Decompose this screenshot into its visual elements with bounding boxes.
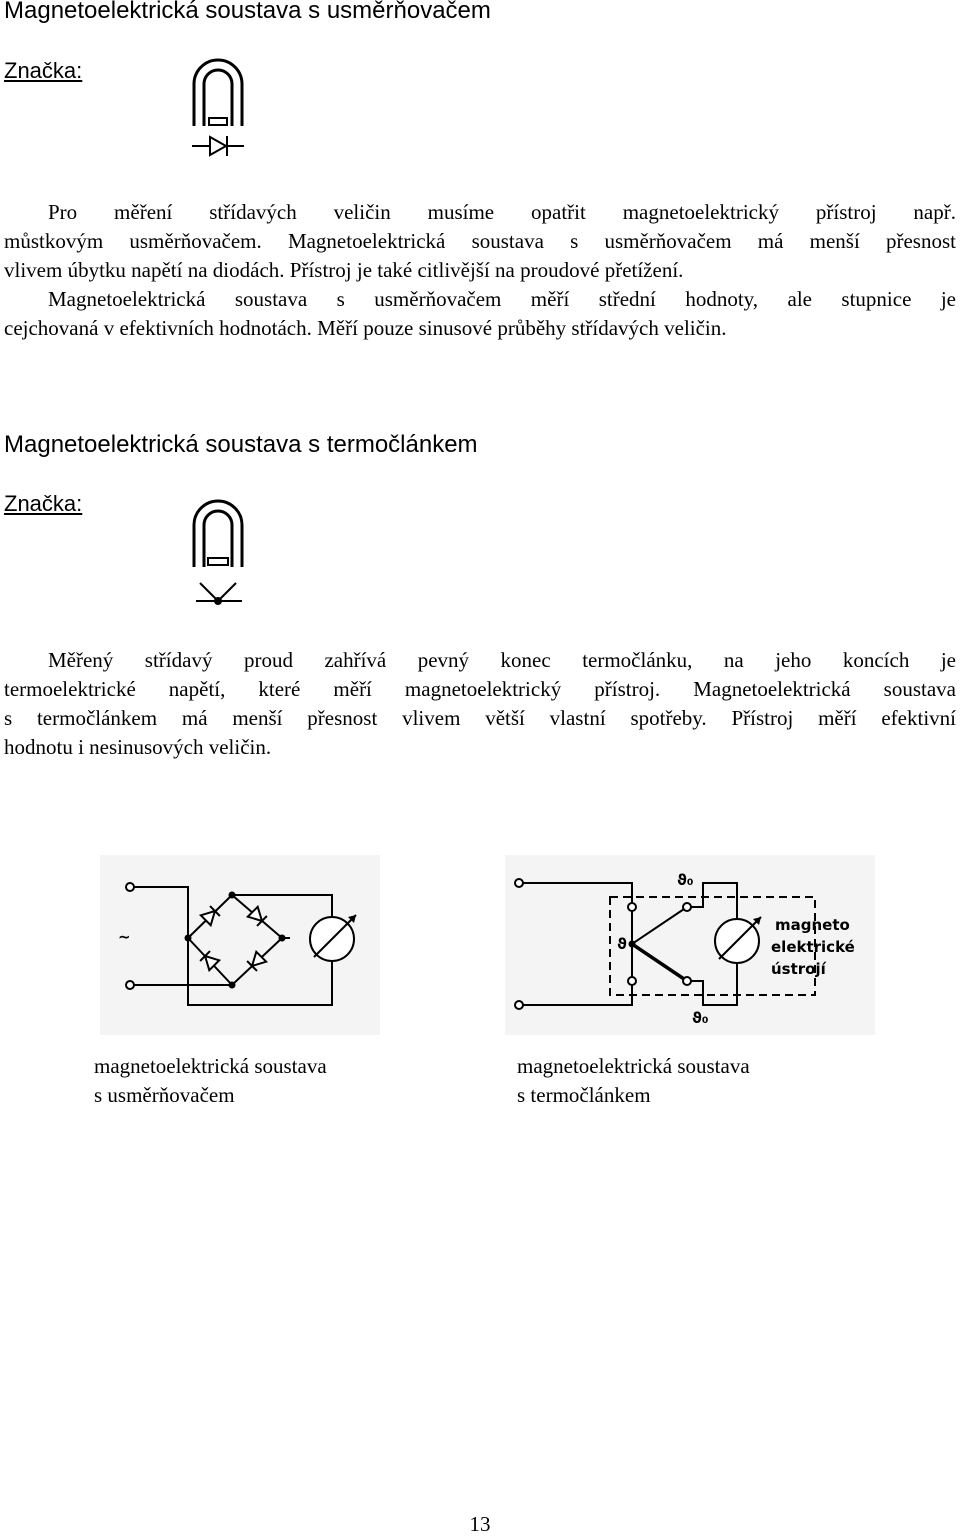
- ac-source-symbol: ~: [118, 928, 131, 946]
- thermocouple-circuit-diagram: [505, 855, 875, 1035]
- temperature-label-bottom: ϑ₀: [692, 1009, 709, 1027]
- paragraph-line: můstkovým usměrňovačem. Magnetoelektrická soustava s usměrňovačem má menší přesnost: [4, 229, 956, 253]
- paragraph-line: vlivem úbytku napětí na diodách. Přístroj je také citlivější na proudové přetížení.: [4, 258, 684, 282]
- paragraph-line: Magnetoelektrická soustava s usměrňovačem měří střední hodnoty, ale stupnice je: [48, 287, 956, 311]
- section-heading-rectifier: Magnetoelektrická soustava s usměrňovačem: [4, 0, 491, 24]
- temperature-label-junction: ϑ: [617, 935, 627, 953]
- temperature-label-top: ϑ₀: [677, 871, 694, 889]
- paragraph-line: s termočlánkem má menší přesnost vlivem větší vlastní spotřeby. Přístroj měří efektivní: [4, 706, 956, 730]
- caption-line: magnetoelektrická soustava: [517, 1054, 750, 1078]
- device-label-line: ústrojí: [771, 960, 826, 978]
- paragraph-line: termoelektrické napětí, které měří magnetoelektrický přístroj. Magnetoelektrická soustava: [4, 677, 956, 701]
- symbol-label: Značka:: [4, 491, 83, 516]
- caption-thermocouple: [517, 1052, 750, 1110]
- paragraph-line: Měřený střídavý proud zahřívá pevný konec termočlánku, na jeho koncích je: [48, 648, 956, 672]
- device-label-line: magneto: [775, 916, 850, 934]
- meter-icon: [310, 915, 356, 961]
- caption-line: s termočlánkem: [517, 1083, 651, 1107]
- magnet-with-diode-symbol-icon: [188, 54, 248, 158]
- page-number: 13: [469, 1512, 491, 1536]
- section-heading-thermocouple: Magnetoelektrická soustava s termočlánkem: [4, 431, 478, 458]
- caption-line: s usměrňovačem: [94, 1083, 235, 1107]
- symbol-label: Značka:: [4, 58, 83, 83]
- paragraph-line: cejchovaná v efektivních hodnotách. Měří pouze sinusové průběhy střídavých veličin.: [4, 316, 727, 340]
- paragraph-line: hodnotu i nesinusových veličin.: [4, 735, 272, 759]
- device-label-line: elektrické: [771, 938, 855, 956]
- meter-icon: [715, 917, 761, 963]
- paragraph-line: Pro měření střídavých veličin musíme opatřit magnetoelektrický přístroj např.: [48, 200, 956, 224]
- rectifier-circuit-diagram: [100, 855, 380, 1035]
- magnet-with-thermocouple-symbol-icon: [190, 497, 246, 609]
- paragraph-thermocouple: [4, 646, 956, 762]
- paragraph-rectifier: [4, 198, 956, 343]
- caption-line: magnetoelektrická soustava: [94, 1054, 327, 1078]
- caption-rectifier: [94, 1052, 327, 1110]
